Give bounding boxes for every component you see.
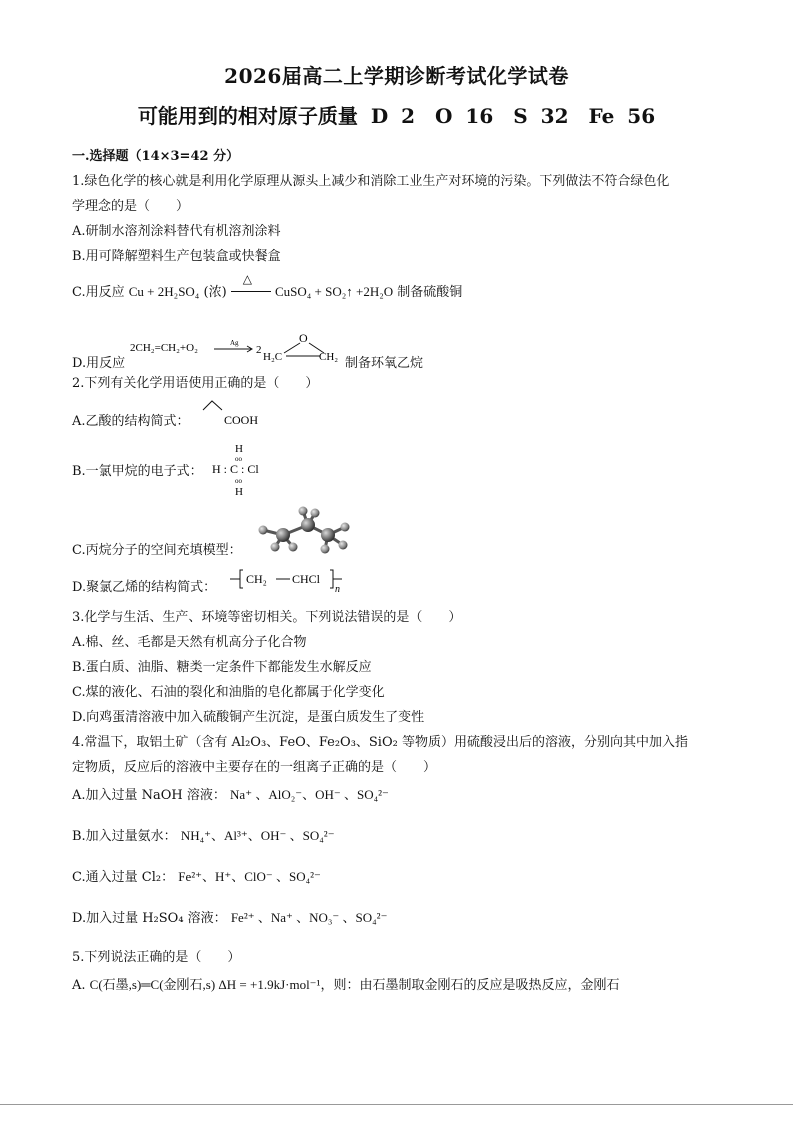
hydrogen-atom xyxy=(341,523,350,532)
q1-d-ring-right: CH₂ xyxy=(319,351,339,363)
pvc-n: n xyxy=(335,584,340,594)
q1-option-b: B.用可降解塑料生产包装盒或快餐盒 xyxy=(72,249,281,264)
hydrogen-atom xyxy=(289,543,298,552)
hydrogen-atom xyxy=(259,526,268,535)
hydrogen-atom xyxy=(311,509,320,518)
hydrogen-atom xyxy=(299,507,308,516)
q1-c-arrow xyxy=(231,272,271,296)
q5-a-equation: C(石墨,s)═C(金刚石,s) ΔH = +1.9kJ·mol⁻¹ xyxy=(89,977,321,992)
q2-d-label: D.聚氯乙烯的结构简式： xyxy=(72,580,217,595)
q2-d-pvc-formula xyxy=(228,566,348,594)
q1-c-prefix: C.用反应 xyxy=(72,285,125,300)
q4-stem-line2: 定物质，反应后的溶液中主要存在的一组离子正确的是（ ） xyxy=(72,760,437,775)
q3-option-b: B.蛋白质、油脂、糖类一定条件下都能发生水解反应 xyxy=(72,660,372,675)
carbon-atom-1 xyxy=(276,528,290,542)
pvc-chcl: CHCl xyxy=(292,572,321,586)
q3-option-a: A.棉、丝、毛都是天然有机高分子化合物 xyxy=(72,635,307,650)
carbon-atom-3 xyxy=(321,528,335,542)
q1-d-prefix: D.用反应 xyxy=(72,356,126,371)
q5-a-text: ，则：由石墨制取金刚石的反应是吸热反应，金刚石 xyxy=(320,978,620,993)
q3-option-c: C.煤的液化、石油的裂化和油脂的皂化都属于化学变化 xyxy=(72,685,385,700)
q4-c-label: C.通入过量 Cl₂： xyxy=(72,870,175,885)
q2-c-propane-model xyxy=(253,505,353,555)
q1-d-suffix: 制备环氧乙烷 xyxy=(345,356,424,371)
hydrogen-atom xyxy=(271,543,280,552)
q1-c-eq-left: Cu + 2H₂SO₄ xyxy=(128,284,200,299)
q1-d-eq-cond: Ag xyxy=(230,339,239,347)
exam-title: 2026届高二上学期诊断考试化学试卷 xyxy=(224,64,569,88)
q1-c-suffix: 制备硫酸铜 xyxy=(397,285,463,300)
q1-d-eq-left: 2CH₂=CH₂+O₂ xyxy=(130,342,198,354)
pvc-ch2: CH₂ xyxy=(246,572,267,586)
q2-a-formula xyxy=(198,396,278,432)
q4-b-ions: NH₄⁺、Al³⁺、OH⁻ 、SO₄²⁻ xyxy=(180,828,335,843)
atomic-mass-line: 可能用到的相对原子质量 D 2 O 16 S 32 Fe 56 xyxy=(137,104,656,128)
q2-stem: 2.下列有关化学用语使用正确的是（ ） xyxy=(72,376,319,391)
q1-stem-line1: 1.绿色化学的核心就是利用化学原理从源头上减少和消除工业生产对环境的污染。下列做法不符合绿色化 xyxy=(72,174,670,189)
q2-a-cooh: COOH xyxy=(224,413,259,427)
q5-a-label: A. xyxy=(72,978,86,993)
q2-b-electron-formula xyxy=(210,440,280,500)
q4-a-label: A.加入过量 NaOH 溶液： xyxy=(72,788,226,803)
q1-c-cond-wrap: (浓) xyxy=(203,285,227,300)
carbon-atom-2 xyxy=(301,518,315,532)
q2-c-label: C.丙烷分子的空间充填模型： xyxy=(72,543,242,558)
hydrogen-atom xyxy=(339,541,348,550)
pvc-bracket-right xyxy=(330,570,333,588)
q1-stem-line2: 学理念的是（ ） xyxy=(72,199,190,214)
q4-d-ions: Fe²⁺ 、Na⁺ 、NO₃⁻ 、SO₄²⁻ xyxy=(230,910,388,925)
q3-stem: 3.化学与生活、生产、环境等密切相关。下列说法错误的是（ ） xyxy=(72,610,462,625)
page-bottom-divider xyxy=(0,1104,793,1105)
q1-d-equation xyxy=(128,330,358,370)
q2-a-label: A.乙酸的结构简式： xyxy=(72,414,190,429)
q1-d-ring-o: O xyxy=(299,331,308,345)
hydrogen-atom xyxy=(321,545,330,554)
q4-d-label: D.加入过量 H₂SO₄ 溶液： xyxy=(72,911,227,926)
q2-b-dots-top: oo xyxy=(235,455,242,463)
q3-option-d: D.向鸡蛋清溶液中加入硫酸铜产生沉淀，是蛋白质发生了变性 xyxy=(72,710,425,725)
q1-option-a: A.研制水溶剂涂料替代有机溶剂涂料 xyxy=(72,224,281,239)
q2-b-h-bottom: H xyxy=(235,486,243,498)
q2-b-h-top: H xyxy=(235,443,243,455)
q2-a-skeleton xyxy=(203,401,222,410)
q4-option-b xyxy=(72,827,335,846)
q2-b-label: B.一氯甲烷的电子式： xyxy=(72,464,203,479)
q1-d-coef: 2 xyxy=(256,344,262,356)
q2-b-middle: H : C : Cl xyxy=(212,462,259,476)
q5-stem: 5.下列说法正确的是（ ） xyxy=(72,950,241,965)
q4-c-ions: Fe²⁺、H⁺、ClO⁻ 、SO₄²⁻ xyxy=(178,869,321,884)
section-heading: 一.选择题（14×3=42 分） xyxy=(72,149,240,164)
q4-option-d xyxy=(72,909,387,928)
q5-option-a xyxy=(72,976,619,995)
q2-b-dots-bottom: oo xyxy=(235,477,242,485)
q1-c-heat: △ xyxy=(242,272,253,286)
q1-c-eq-right: CuSO₄ + SO₂↑ +2H₂O xyxy=(274,284,394,299)
q4-option-a xyxy=(72,786,389,805)
q1-d-ring-left: H₂C xyxy=(263,351,283,363)
q1-c-arrow-line xyxy=(231,291,271,292)
q1-c-cond: 浓 xyxy=(208,285,222,300)
q4-a-ions: Na⁺ 、AlO₂⁻、OH⁻ 、SO₄²⁻ xyxy=(230,787,389,802)
q4-option-c xyxy=(72,868,321,887)
pvc-bracket-left xyxy=(240,570,243,588)
q1-d-ring-bond-left xyxy=(284,343,300,353)
q4-b-label: B.加入过量氨水： xyxy=(72,829,177,844)
q4-stem-line1: 4.常温下，取铝土矿（含有 Al₂O₃、FeO、Fe₂O₃、SiO₂ 等物质）用硫酸浸出后的溶液，分别向其中加入指 xyxy=(72,735,688,750)
q1-option-c xyxy=(72,272,463,302)
